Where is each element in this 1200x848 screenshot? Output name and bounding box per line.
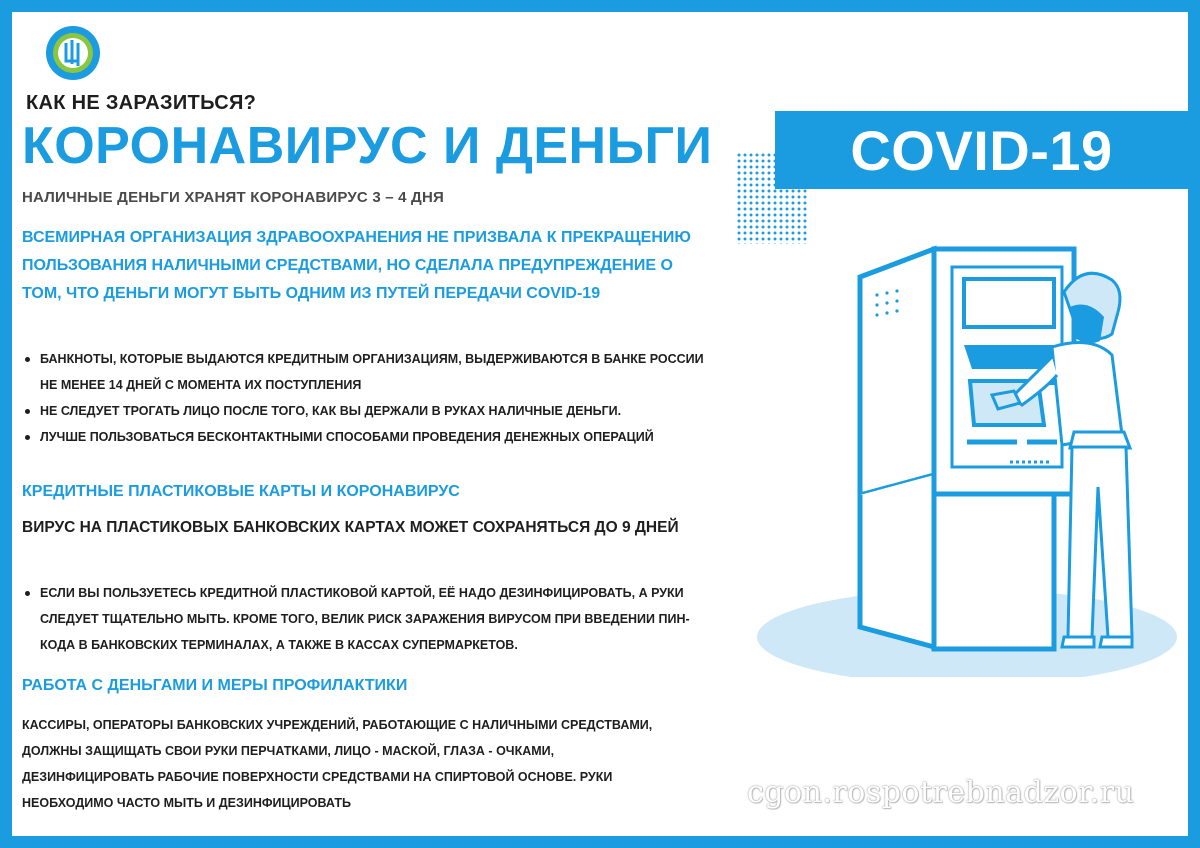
who-paragraph: ВСЕМИРНАЯ ОРГАНИЗАЦИЯ ЗДРАВООХРАНЕНИЯ НЕ ПРИЗВАЛА К ПРЕКРАЩЕНИЮ ПОЛЬЗОВАНИЯ НАЛИЧНЫМИ СРЕДСТВАМИ, НО СДЕЛАЛА ПРЕДУПРЕЖДЕНИЕ О ТОМ, ЧТО ДЕНЬГИ МОГУТ БЫТЬ ОДНИМ ИЗ ПУТЕЙ ПЕРЕДАЧИ COVID-19: [22, 229, 691, 302]
cash-bullet-list: [22, 346, 722, 450]
covid-badge: COVID-19: [775, 111, 1188, 189]
cards-bullet-list: [22, 580, 722, 658]
work-section-heading: РАБОТА С ДЕНЬГАМИ И МЕРЫ ПРОФИЛАКТИКИ: [22, 677, 408, 694]
cards-section-heading: КРЕДИТНЫЕ ПЛАСТИКОВЫЕ КАРТЫ И КОРОНАВИРУС: [22, 483, 460, 500]
cgon-logo-icon: [44, 24, 102, 82]
list-item: БАНКНОТЫ, КОТОРЫЕ ВЫДАЮТСЯ КРЕДИТНЫМ ОРГАНИЗАЦИЯМ, ВЫДЕРЖИВАЮТСЯ В БАНКЕ РОССИИ НЕ МЕНЕЕ 14 ДНЕЙ С МОМЕНТА ИХ ПОСТУПЛЕНИЯ: [22, 346, 722, 398]
list-item: НЕ СЛЕДУЕТ ТРОГАТЬ ЛИЦО ПОСЛЕ ТОГО, КАК ВЫ ДЕРЖАЛИ В РУКАХ НАЛИЧНЫЕ ДЕНЬГИ.: [22, 398, 722, 424]
list-item: ЕСЛИ ВЫ ПОЛЬЗУЕТЕСЬ КРЕДИТНОЙ ПЛАСТИКОВОЙ КАРТОЙ, ЕЁ НАДО ДЕЗИНФИЦИРОВАТЬ, А РУКИ СЛЕДУЕТ ТЩАТЕЛЬНО МЫТЬ. КРОМЕ ТОГО, ВЕЛИК РИСК ЗАРАЖЕНИЯ ВИРУСОМ ПРИ ВВЕДЕНИИ ПИН-КОДА В БАНКОВСКИХ ТЕРМИНАЛАХ, А ТАКЖЕ В КАССАХ СУПЕРМАРКЕТОВ.: [22, 580, 722, 658]
page-title: КОРОНАВИРУС И ДЕНЬГИ: [22, 117, 713, 175]
eyebrow-question: КАК НЕ ЗАРАЗИТЬСЯ?: [26, 92, 257, 114]
list-item: ЛУЧШЕ ПОЛЬЗОВАТЬСЯ БЕСКОНТАКТНЫМИ СПОСОБАМИ ПРОВЕДЕНИЯ ДЕНЕЖНЫХ ОПЕРАЦИЙ: [22, 424, 722, 450]
page-subtitle: НАЛИЧНЫЕ ДЕНЬГИ ХРАНЯТ КОРОНАВИРУС 3 – 4 ДНЯ: [22, 189, 444, 206]
cards-lead: ВИРУС НА ПЛАСТИКОВЫХ БАНКОВСКИХ КАРТАХ МОЖЕТ СОХРАНЯТЬСЯ ДО 9 ДНЕЙ: [22, 519, 679, 536]
atm-man-with-mask-illustration: [752, 237, 1177, 677]
watermark-url: cgon.rospotrebnadzor.ru: [747, 775, 1135, 810]
work-section-text: КАССИРЫ, ОПЕРАТОРЫ БАНКОВСКИХ УЧРЕЖДЕНИЙ, РАБОТАЮЩИЕ С НАЛИЧНЫМИ СРЕДСТВАМИ, ДОЛЖНЫ ЗАЩИЩАТЬ СВОИ РУКИ ПЕРЧАТКАМИ, ЛИЦО - МАСКОЙ, ГЛАЗА - ОЧКАМИ, ДЕЗИНФИЦИРОВАТЬ РАБОЧИЕ ПОВЕРХНОСТИ СРЕДСТВАМИ НА СПИРТОВОЙ ОСНОВЕ. РУКИ НЕОБХОДИМО ЧАСТО МЫТЬ И ДЕЗИНФИЦИРОВАТЬ: [22, 718, 653, 810]
poster: [12, 12, 1188, 836]
